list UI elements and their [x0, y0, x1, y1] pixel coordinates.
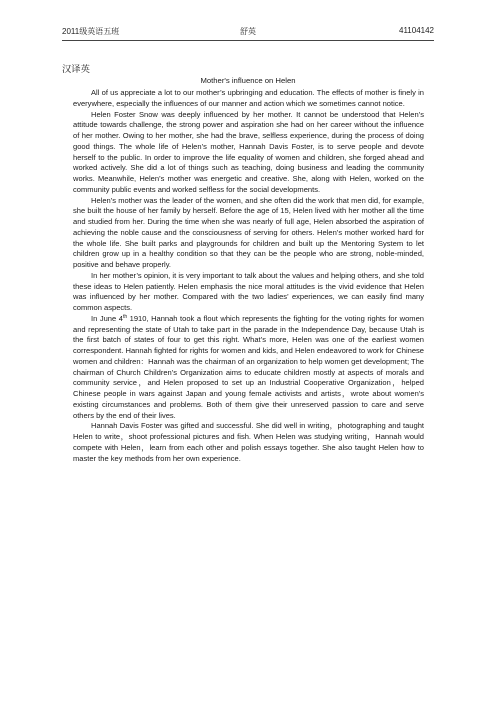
header-class: 2011级英语五班	[62, 27, 120, 36]
header-student-id: 41104142	[399, 26, 434, 35]
paragraph: Hannah Davis Foster was gifted and successful. She did well in writing，photographing and taught Helen to write，shoot professional pictures and fish. When Helen was studying writing，Hannah would compete with Helen，learn from each other and polish essays together. She also taught Helen how to master the key methods from her own experience.	[73, 421, 424, 463]
page-header	[62, 24, 434, 38]
paragraph-lead: In June 4	[91, 313, 123, 323]
paragraph: Helen’s mother was the leader of the women, and she often did the work that men did, for example, she built the house of her family by herself. Before the age of 15, Helen lived with her mother all the time and studied from her. During the time when she was nearly of full age, Helen absorbed the aspiration of achieving the noble cause and the consciousness of serving for others. Helen’s mother worked hard for the whole life. She built parks and playgrounds for children and built up the Mentoring System to let children grow up in a healthy condition so that they can be the people who are strong, noble-minded, positive and behave properly.	[73, 195, 424, 269]
section-label: 汉译英	[62, 64, 90, 74]
essay-title: Mother's influence on Helen	[200, 76, 296, 85]
ordinal-suffix: th	[122, 313, 128, 320]
paragraph	[73, 314, 424, 422]
paragraph: Helen Foster Snow was deeply influenced by her mother. It cannot be understood that Helen’s attitude towards challenge, the strong power and aspiration she had on her career without the influence of her mother. Owing to her mother, she had the brave, selfless experience, during the process of doing good things. The whole life of Helen’s mother, Hannah Davis Foster, is to serve people and devote herself to the public. In order to improve the life equality of women and children, she forged ahead and worked actively. She did a lot of things such as teaching, doing business and leading the community works. Meanwhile, Helen’s mother was energetic and creative. She, along with Helen, worked on the community public events and worked selfless for the social developments.	[73, 109, 424, 194]
paragraph: All of us appreciate a lot to our mother’s upbringing and education. The effects of mother is finely in everywhere, especially the influences of our manner and action which we sometimes cannot notice.	[73, 88, 424, 108]
paragraph-rest: 1910, Hannah took a flout which represents the fighting for the voting rights for women and representing the state of Utah to take part in the parade in the Independence Day, because Utah is the first batch of states of four to get this right. What’s more, Helen was one of the earliest women correspondent. Hannah fighted for rights for women and kids, and Helen endeavored to work for Chinese women and children：Hannah was the chairman of an organization to help women get development; The chairman of Church Children’s Organization aims to educate children mostly at aspects of morals and community service，and Helen proposed to set up an Industrial Cooperative Organization，helped Chinese people in wars against Japan and young female activists and artists，wrote about women's existing circumstances and problems. Both of them give their unreserved passion to care and serve others by the end of their lives.	[73, 313, 425, 420]
paragraph: In her mother’s opinion, it is very important to talk about the values and helping others, and she told these ideas to Helen patiently. Helen emphasis the nice moral attitudes is the vivid evidence that Helen was influenced by her mother. Compared with the two ladies’ experiences, we can easily find many common aspects.	[73, 270, 424, 312]
header-name: 舒英	[240, 27, 256, 36]
header-rule	[62, 40, 434, 41]
essay-body	[73, 88, 424, 464]
